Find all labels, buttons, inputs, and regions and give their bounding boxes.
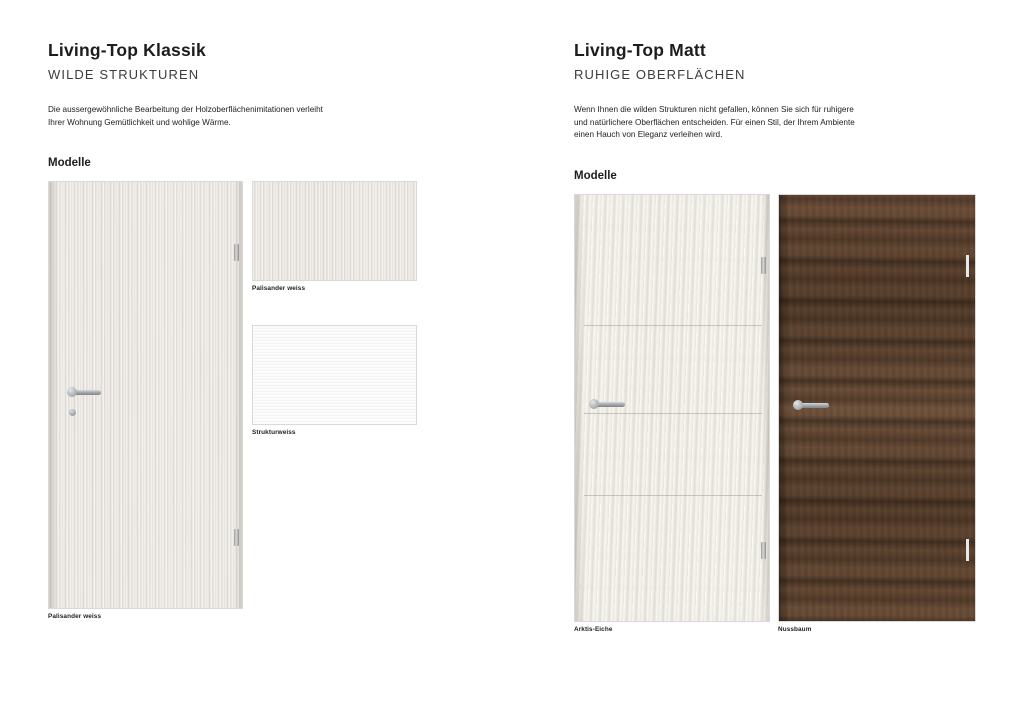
door-groove [584, 413, 762, 414]
page-title-klassik: Living-Top Klassik [48, 40, 206, 60]
gallery-klassik [48, 181, 468, 651]
hinge-icon [966, 539, 969, 561]
figure-klassik-swatch-strukturweiss[interactable] [252, 325, 417, 436]
door-edge-shadow [575, 195, 584, 621]
page-subtitle-klassik: WILDE STRUKTUREN [48, 67, 200, 82]
door-groove [584, 325, 762, 326]
door-edge-shadow [779, 195, 789, 621]
figure-matt-door-nussbaum[interactable] [778, 194, 976, 633]
description-matt: Wenn Ihnen die wilden Strukturen nicht gefallen, können Sie sich für ruhigere und natürlichere Oberflächen entscheiden. Für einen Stil, der Ihrem Ambiente einen Hauch von Eleganz verleihen wird. [574, 105, 855, 140]
figure-klassik-swatch-palisander[interactable] [252, 181, 417, 292]
hinge-icon [966, 255, 969, 277]
hinge-icon [761, 257, 766, 274]
description-klassik: Die aussergewöhnliche Bearbeitung der Holzoberflächenimitationen verleiht Ihrer Wohnung Gemütlichkeit und wohlige Wärme. [48, 105, 323, 127]
models-label-matt: Modelle [574, 170, 617, 183]
figure-caption: Strukturweiss [252, 429, 296, 437]
figure-caption: Palisander weiss [252, 285, 306, 293]
figure-caption: Nussbaum [778, 626, 812, 634]
section-living-top-matt [574, 40, 994, 664]
page-title-matt: Living-Top Matt [574, 40, 706, 60]
door-edge-shadow [49, 182, 58, 608]
keyhole-icon [69, 409, 76, 416]
gallery-matt [574, 194, 994, 664]
door-groove [584, 495, 762, 496]
hinge-icon [761, 542, 766, 559]
figure-matt-door-arktis[interactable] [574, 194, 770, 633]
hinge-icon [234, 529, 239, 546]
hinge-icon [234, 244, 239, 261]
page-subtitle-matt: RUHIGE OBERFLÄCHEN [574, 67, 746, 82]
surface-swatch-palisander-weiss [252, 181, 417, 281]
handle-rosette-icon [589, 399, 599, 409]
figure-caption: Palisander weiss [48, 613, 102, 621]
figure-caption: Arktis-Eiche [574, 626, 613, 634]
door-image-nussbaum [778, 194, 976, 622]
figure-klassik-door-main[interactable] [48, 181, 243, 620]
surface-swatch-strukturweiss [252, 325, 417, 425]
door-image-palisander-weiss [48, 181, 243, 609]
door-image-arktis-eiche [574, 194, 770, 622]
handle-rosette-icon [793, 400, 803, 410]
handle-rosette-icon [67, 387, 77, 397]
models-label-klassik: Modelle [48, 157, 91, 170]
section-living-top-klassik [48, 40, 468, 651]
